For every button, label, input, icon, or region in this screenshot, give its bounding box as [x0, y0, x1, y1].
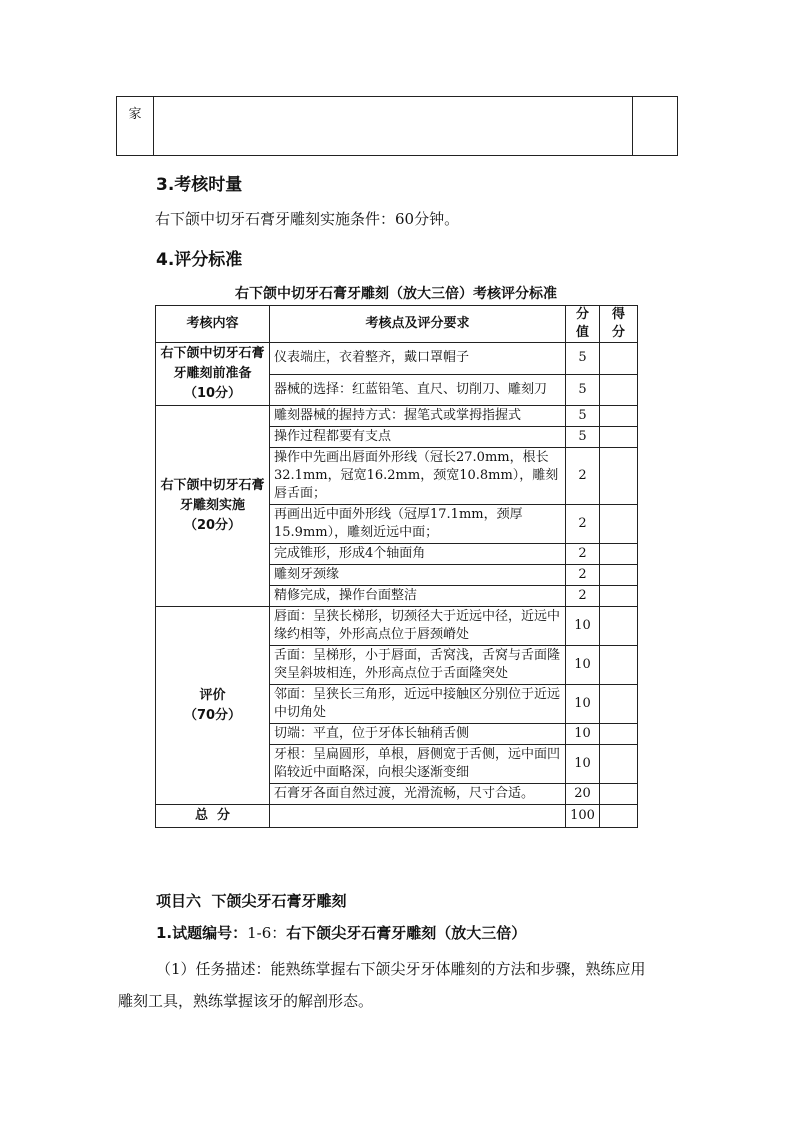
- section-heading: 4.评分标准: [156, 250, 243, 270]
- score-cell: [600, 586, 638, 607]
- criteria-cell: 完成锥形，形成4个轴面角: [270, 544, 566, 565]
- fragment-empty-cell: [154, 97, 633, 156]
- points-cell: 5: [566, 427, 600, 448]
- points-cell: 5: [566, 343, 600, 375]
- fragment-cell: 家: [117, 97, 154, 156]
- score-cell: [600, 427, 638, 448]
- points-cell: 5: [566, 406, 600, 427]
- score-cell: [600, 374, 638, 406]
- points-cell: 10: [566, 745, 600, 784]
- table-title: 右下颌中切牙石膏牙雕刻（放大三倍）考核评分标准: [235, 286, 557, 302]
- total-score-cell: [600, 805, 638, 828]
- criteria-cell: 唇面：呈狭长梯形，切颈径大于近远中径，近远中缘约相等，外形高点位于唇颈嵴处: [270, 607, 566, 646]
- question-number-label: 1.试题编号：: [156, 924, 248, 942]
- criteria-cell: 牙根：呈扁圆形，单根，唇侧宽于舌侧，远中面凹陷较近中面略深，向根尖逐渐变细: [270, 745, 566, 784]
- criteria-cell: 精修完成，操作台面整洁: [270, 586, 566, 607]
- criteria-cell: 器械的选择：红蓝铅笔、直尺、切削刀、雕刻刀: [270, 374, 566, 406]
- section-label: 右下颌中切牙石膏牙雕刻前准备 （10分）: [156, 343, 270, 406]
- header-score: 得分: [600, 306, 638, 343]
- question-name: 右下颌尖牙石膏牙雕刻（放大三倍）: [286, 924, 527, 942]
- points-cell: 20: [566, 784, 600, 805]
- points-cell: 2: [566, 565, 600, 586]
- criteria-cell: 石膏牙各面自然过渡，光滑流畅，尺寸合适。: [270, 784, 566, 805]
- criteria-cell: 仪表端庄，衣着整齐，戴口罩帽子: [270, 343, 566, 375]
- points-cell: 2: [566, 448, 600, 505]
- score-cell: [600, 784, 638, 805]
- question-code: 1-6：: [247, 924, 287, 942]
- section-heading: 3.考核时量: [156, 175, 243, 195]
- criteria-cell: 雕刻器械的握持方式：握笔式或掌拇指握式: [270, 406, 566, 427]
- score-cell: [600, 745, 638, 784]
- points-cell: 10: [566, 607, 600, 646]
- project-title: 项目六 下颌尖牙石膏牙雕刻: [156, 892, 347, 910]
- criteria-cell: 操作过程都要有支点: [270, 427, 566, 448]
- score-cell: [600, 448, 638, 505]
- paragraph: 右下颌中切牙石膏牙雕刻实施条件：60分钟。: [155, 210, 460, 228]
- task-description-line-2: 雕刻工具，熟练掌握该牙的解剖形态。: [118, 992, 374, 1010]
- total-points: 100: [566, 805, 600, 828]
- criteria-cell: 操作中先画出唇面外形线（冠长27.0mm，根长32.1mm，冠宽16.2mm，颈宽10.8mm），雕刻唇舌面；: [270, 448, 566, 505]
- score-cell: [600, 685, 638, 724]
- score-cell: [600, 646, 638, 685]
- criteria-cell: 切端：平直，位于牙体长轴稍舌侧: [270, 724, 566, 745]
- criteria-cell: 再画出近中面外形线（冠厚17.1mm，颈厚15.9mm），雕刻近远中面；: [270, 505, 566, 544]
- section-label: 评价 （70分）: [156, 607, 270, 805]
- header-criteria: 考核点及评分要求: [270, 306, 566, 343]
- header-points: 分值: [566, 306, 600, 343]
- score-cell: [600, 343, 638, 375]
- score-cell: [600, 724, 638, 745]
- criteria-cell: 舌面：呈梯形，小于唇面，舌窝浅，舌窝与舌面隆突呈斜坡相连，外形高点位于舌面隆突处: [270, 646, 566, 685]
- section-label: 右下颌中切牙石膏牙雕刻实施 （20分）: [156, 406, 270, 607]
- criteria-cell: 雕刻牙颈缘: [270, 565, 566, 586]
- criteria-cell: 邻面：呈狭长三角形，近远中接触区分别位于近远中切角处: [270, 685, 566, 724]
- score-cell: [600, 406, 638, 427]
- scoring-table: [155, 305, 638, 828]
- header-content: 考核内容: [156, 306, 270, 343]
- score-cell: [600, 505, 638, 544]
- points-cell: 10: [566, 646, 600, 685]
- total-empty-cell: [270, 805, 566, 828]
- score-cell: [600, 565, 638, 586]
- points-cell: 5: [566, 374, 600, 406]
- task-description-line-1: （1）任务描述：能熟练掌握右下颌尖牙牙体雕刻的方法和步骤，熟练应用: [156, 960, 646, 978]
- points-cell: 10: [566, 685, 600, 724]
- fragment-empty-cell: [633, 97, 678, 156]
- points-cell: 2: [566, 544, 600, 565]
- points-cell: 2: [566, 505, 600, 544]
- score-cell: [600, 544, 638, 565]
- question-number-line: [156, 922, 526, 943]
- total-label: 总 分: [156, 805, 270, 828]
- score-cell: [600, 607, 638, 646]
- previous-table-fragment: [116, 96, 678, 156]
- points-cell: 2: [566, 586, 600, 607]
- points-cell: 10: [566, 724, 600, 745]
